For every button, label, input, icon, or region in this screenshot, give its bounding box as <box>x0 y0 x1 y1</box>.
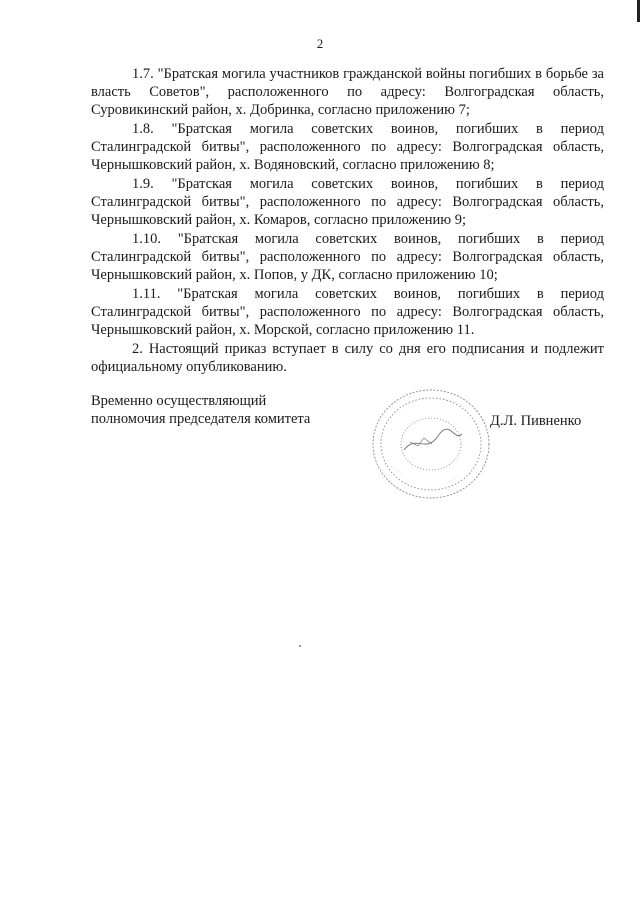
signature-block <box>91 392 604 512</box>
svg-text:· · · · · ·: · · · · · · <box>385 462 404 477</box>
signatory-name: Д.Л. Пивненко <box>490 413 582 429</box>
svg-text:· · · · · ·: · · · · · · <box>442 474 461 488</box>
svg-text:· · · · · · ·: · · · · · · · <box>394 393 417 406</box>
paragraph-1-7: 1.7. "Братская могила участников гражданской войны погибших в борьбе за власть Советов", расположенного по адресу: Волгоградская область, Суровикинский район, х. Добринка, согласно приложению 7; <box>91 66 604 118</box>
page-number: 2 <box>316 36 324 51</box>
paragraph-1-9: 1.9. "Братская могила советских воинов, погибших в период Сталинградской битвы", расположенного по адресу: Волгоградская область, Чернышковский район, х. Комаров, согласно приложению 9; <box>91 176 604 228</box>
document-body <box>91 65 604 377</box>
signatory-position-line-2: полномочия председателя комитета <box>91 411 311 427</box>
paragraph-1-10: 1.10. "Братская могила советских воинов, погибших в период Сталинградской битвы", расположенного по адресу: Волгоградская область, Чернышковский район, х. Попов, у ДК, согласно приложению 10; <box>91 231 604 283</box>
scan-speck <box>299 645 301 647</box>
signatory-position-line-1: Временно осуществляющий <box>91 393 267 409</box>
official-seal-stamp <box>366 384 496 504</box>
paragraph-2: 2. Настоящий приказ вступает в силу со дня его подписания и подлежит официальному опубликованию. <box>91 341 604 375</box>
paragraph-1-11: 1.11. "Братская могила советских воинов, погибших в период Сталинградской битвы", расположенного по адресу: Волгоградская область, Чернышковский район, х. Морской, согласно приложению 11. <box>91 286 604 338</box>
svg-text:· · · · · · ·: · · · · · · · <box>441 396 463 409</box>
signatory-position <box>91 392 351 428</box>
paragraph-1-8: 1.8. "Братская могила советских воинов, погибших в период Сталинградской битвы", расположенного по адресу: Волгоградская область, Чернышковский район, х. Водяновский, согласно приложению 8; <box>91 121 604 173</box>
